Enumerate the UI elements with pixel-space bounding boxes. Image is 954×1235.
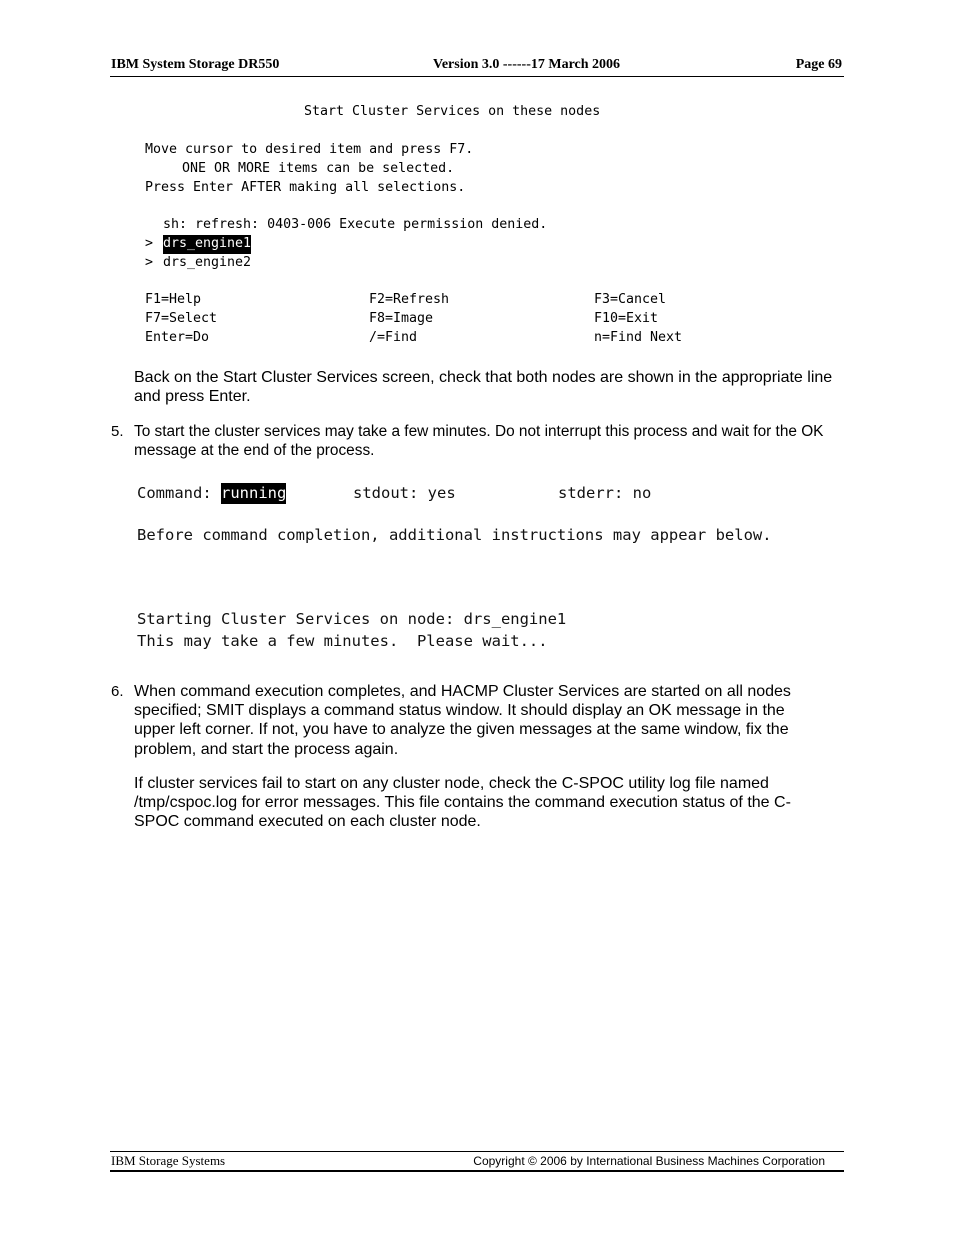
footer-rule-bottom <box>110 1170 844 1172</box>
footer-copyright: Copyright © 2006 by International Business Machines Corporation <box>473 1154 825 1168</box>
step-5-line-1: To start the cluster services may take a few minutes. Do not interrupt this process and wait for the OK <box>134 423 824 440</box>
header-title: IBM System Storage DR550 <box>111 57 280 72</box>
header-version: Version 3.0 ------17 March 2006 <box>433 57 621 72</box>
header-rule <box>110 76 844 77</box>
footer-rule-top <box>110 1151 844 1152</box>
step-5-line-2: message at the end of the process. <box>134 442 375 459</box>
please-wait-message: This may take a few minutes. Please wait... <box>137 632 548 650</box>
key-do[interactable]: Enter=Do <box>145 330 210 345</box>
key-select[interactable]: F7=Select <box>145 311 218 326</box>
key-refresh[interactable]: F2=Refresh <box>369 292 450 307</box>
step-6-line-3: upper left corner. If not, you have to analyze the given messages at the same window, fix the <box>134 721 789 738</box>
step-6-number: 6. <box>111 683 124 700</box>
smit-menu-title: Start Cluster Services on these nodes <box>304 104 601 119</box>
node-selected-marker: > <box>145 255 154 270</box>
paragraph-fail-line-1: If cluster services fail to start on any cluster node, check the C-SPOC utility log file named <box>134 775 769 792</box>
stderr-status: stderr: no <box>558 484 652 502</box>
key-help[interactable]: F1=Help <box>145 292 202 307</box>
smit-instruction-3: Press Enter AFTER making all selections. <box>145 180 466 195</box>
paragraph-fail-line-2: /tmp/cspoc.log for error messages. This file contains the command execution status of the C- <box>134 794 791 811</box>
paragraph-fail-line-3: SPOC command executed on each cluster node. <box>134 813 481 830</box>
key-find-next[interactable]: n=Find Next <box>594 330 683 345</box>
command-label: Command: <box>137 484 212 502</box>
node-option-drs-engine1[interactable]: drs_engine1 <box>163 235 251 254</box>
step-6-line-1: When command execution completes, and HACMP Cluster Services are started on all nodes <box>134 683 791 700</box>
step-6-line-2: specified; SMIT displays a command status window. It should display an OK message in the <box>134 702 785 719</box>
smit-instruction-2: ONE OR MORE items can be selected. <box>182 161 455 176</box>
step-6-line-4: problem, and start the process again. <box>134 741 399 758</box>
stdout-status: stdout: yes <box>353 484 456 502</box>
step-5-number: 5. <box>111 423 124 440</box>
footer-company: IBM Storage Systems <box>111 1153 226 1168</box>
smit-error-message: sh: refresh: 0403-006 Execute permission denied. <box>163 217 548 232</box>
paragraph-back-on-screen: Back on the Start Cluster Services screen, check that both nodes are shown in the appropriate line and press Enter. <box>134 369 833 406</box>
node-option-drs-engine2[interactable]: drs_engine2 <box>163 255 252 270</box>
key-cancel[interactable]: F3=Cancel <box>594 292 667 307</box>
command-info-message: Before command completion, additional instructions may appear below. <box>137 526 772 544</box>
key-exit[interactable]: F10=Exit <box>594 311 659 326</box>
node-selected-marker: > <box>145 236 154 251</box>
command-status-value: running <box>221 484 287 502</box>
key-find[interactable]: /=Find <box>369 330 418 345</box>
smit-instruction-1: Move cursor to desired item and press F7. <box>145 142 474 157</box>
starting-services-message: Starting Cluster Services on node: drs_engine1 <box>137 610 567 628</box>
header-page-number: Page 69 <box>795 57 842 72</box>
key-image[interactable]: F8=Image <box>369 311 434 326</box>
